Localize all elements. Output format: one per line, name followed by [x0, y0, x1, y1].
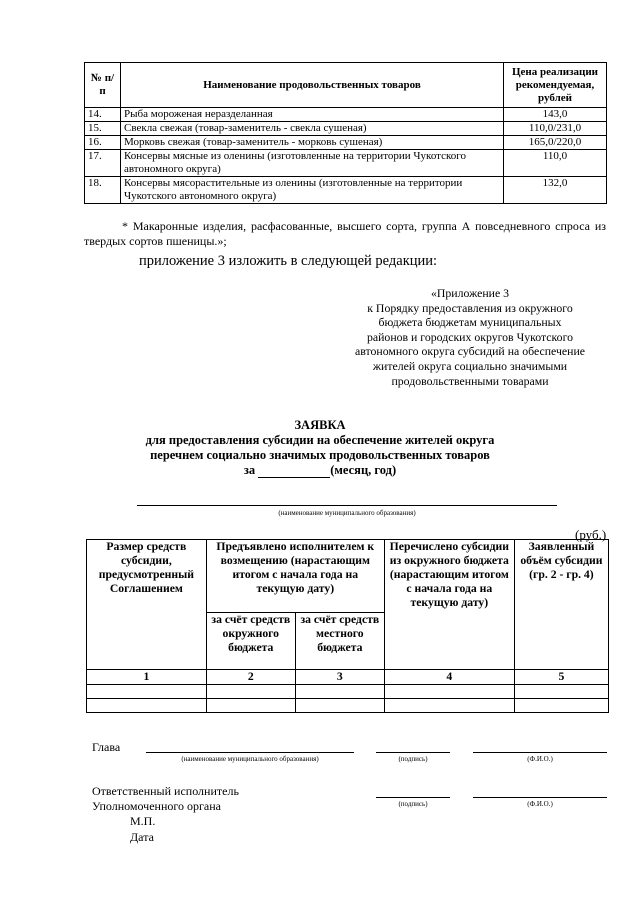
- row-num: 15.: [85, 122, 121, 136]
- table-header-row: [85, 63, 607, 108]
- row-num: 17.: [85, 150, 121, 177]
- title-line: для предоставления субсидии на обеспечение жителей округа: [145, 433, 495, 447]
- executor-block: [92, 784, 239, 814]
- row-price: 143,0: [504, 108, 607, 122]
- table-row: [85, 108, 607, 122]
- header-col2a: за счёт средств окружного бюджета: [206, 613, 295, 670]
- exec-fio-field: [473, 797, 607, 798]
- empty-cell: [514, 685, 608, 699]
- row-name: Свекла свежая (товар-заменитель - свекла сушеная): [121, 122, 504, 136]
- col-number: 1: [87, 670, 207, 685]
- empty-cell: [295, 685, 384, 699]
- header-num: № п/п: [85, 63, 121, 108]
- empty-cell: [87, 685, 207, 699]
- head-municipality-field: [146, 752, 354, 753]
- table-row: [85, 136, 607, 150]
- products-table: [84, 62, 607, 204]
- row-price: 165,0/220,0: [504, 136, 607, 150]
- row-price: 110,0/231,0: [504, 122, 607, 136]
- appendix-line: к Порядку предоставления из окружного: [367, 300, 573, 315]
- header-col1: Размер средств субсидии, предусмотренный Соглашением: [87, 540, 207, 670]
- unit-label: (руб.): [575, 527, 607, 542]
- subsidy-table: [86, 539, 609, 713]
- row-name: Консервы мясорастительные из оленины (изготовленные на территории Чукотского автономного округа): [121, 177, 504, 204]
- head-signature-field: [376, 752, 450, 753]
- col-number: 5: [514, 670, 608, 685]
- appendix-line: продовольственными товарами: [391, 373, 549, 388]
- header-name: Наименование продовольственных товаров: [121, 63, 504, 108]
- row-price: 132,0: [504, 177, 607, 204]
- header-price: Цена реализации рекомендуемая, рублей: [504, 63, 607, 108]
- header-col3: Перечислено субсидии из окружного бюджета (нарастающим итогом с начала года на текущую дату): [384, 540, 514, 670]
- table-row: [87, 685, 609, 699]
- date-label: Дата: [130, 830, 154, 844]
- appendix-line: автономного округа субсидий на обеспечение: [354, 344, 585, 359]
- empty-cell: [206, 685, 295, 699]
- exec-fio-caption: (Ф.И.О.): [527, 800, 553, 808]
- row-price: 110,0: [504, 150, 607, 177]
- table-row: [85, 177, 607, 204]
- document-title: [120, 418, 520, 478]
- col-number: 2: [206, 670, 295, 685]
- head-label: Глава: [92, 740, 121, 754]
- empty-cell: [384, 685, 514, 699]
- header-col2b: за счёт средств местного бюджета: [295, 613, 384, 670]
- title-line: перечнем социально значимых продовольственных товаров: [150, 448, 490, 462]
- stamp-place: М.П.: [130, 814, 156, 828]
- title-period: [120, 463, 520, 478]
- empty-cell: [87, 699, 207, 713]
- municipality-field: [137, 505, 557, 506]
- table-header-row: [87, 540, 609, 613]
- row-name: Рыба мороженая неразделанная: [121, 108, 504, 122]
- table-row: [85, 122, 607, 136]
- instruction-text: приложение 3 изложить в следующей редакции:: [139, 253, 438, 269]
- table-row: [85, 150, 607, 177]
- exec-signature-caption: (подпись): [398, 800, 428, 808]
- footnote: * Макаронные изделия, расфасованные, высшего сорта, группа А повседневного спроса из твердых сортов пшеницы.»;: [84, 219, 606, 248]
- title-suffix: (месяц, год): [330, 463, 397, 477]
- empty-cell: [295, 699, 384, 713]
- head-fio-field: [473, 752, 607, 753]
- executor-line: Ответственный исполнитель: [92, 784, 239, 798]
- head-signature-caption: (подпись): [398, 755, 428, 763]
- empty-cell: [514, 699, 608, 713]
- empty-cell: [384, 699, 514, 713]
- appendix-line: жителей округа социально значимыми: [372, 358, 568, 373]
- row-name: Консервы мясные из оленины (изготовленные на территории Чукотского автономного округа): [121, 150, 504, 177]
- period-field: [258, 466, 330, 478]
- appendix-header: [335, 286, 605, 388]
- head-municipality-caption: (наименование муниципального образования): [181, 755, 319, 763]
- appendix-line: бюджета бюджетам муниципальных: [378, 315, 562, 330]
- empty-cell: [206, 699, 295, 713]
- municipality-caption: (наименование муниципального образования): [278, 509, 416, 517]
- head-fio-caption: (Ф.И.О.): [527, 755, 553, 763]
- row-num: 18.: [85, 177, 121, 204]
- header-col2: Предъявлено исполнителем к возмещению (нарастающим итогом с начала года на текущую дату): [206, 540, 384, 613]
- appendix-line: «Приложение 3: [430, 286, 510, 300]
- row-num: 16.: [85, 136, 121, 150]
- header-col4: Заявленный объём субсидии (гр. 2 - гр. 4): [514, 540, 608, 670]
- exec-signature-field: [376, 797, 450, 798]
- column-numbers-row: [87, 670, 609, 685]
- row-name: Морковь свежая (товар-заменитель - морковь сушеная): [121, 136, 504, 150]
- row-num: 14.: [85, 108, 121, 122]
- title-main: ЗАЯВКА: [294, 418, 346, 432]
- col-number: 3: [295, 670, 384, 685]
- table-row: [87, 699, 609, 713]
- executor-line: Уполномоченного органа: [92, 799, 221, 813]
- title-prefix: за: [243, 463, 256, 477]
- appendix-line: районов и городских округов Чукотского: [366, 329, 574, 344]
- col-number: 4: [384, 670, 514, 685]
